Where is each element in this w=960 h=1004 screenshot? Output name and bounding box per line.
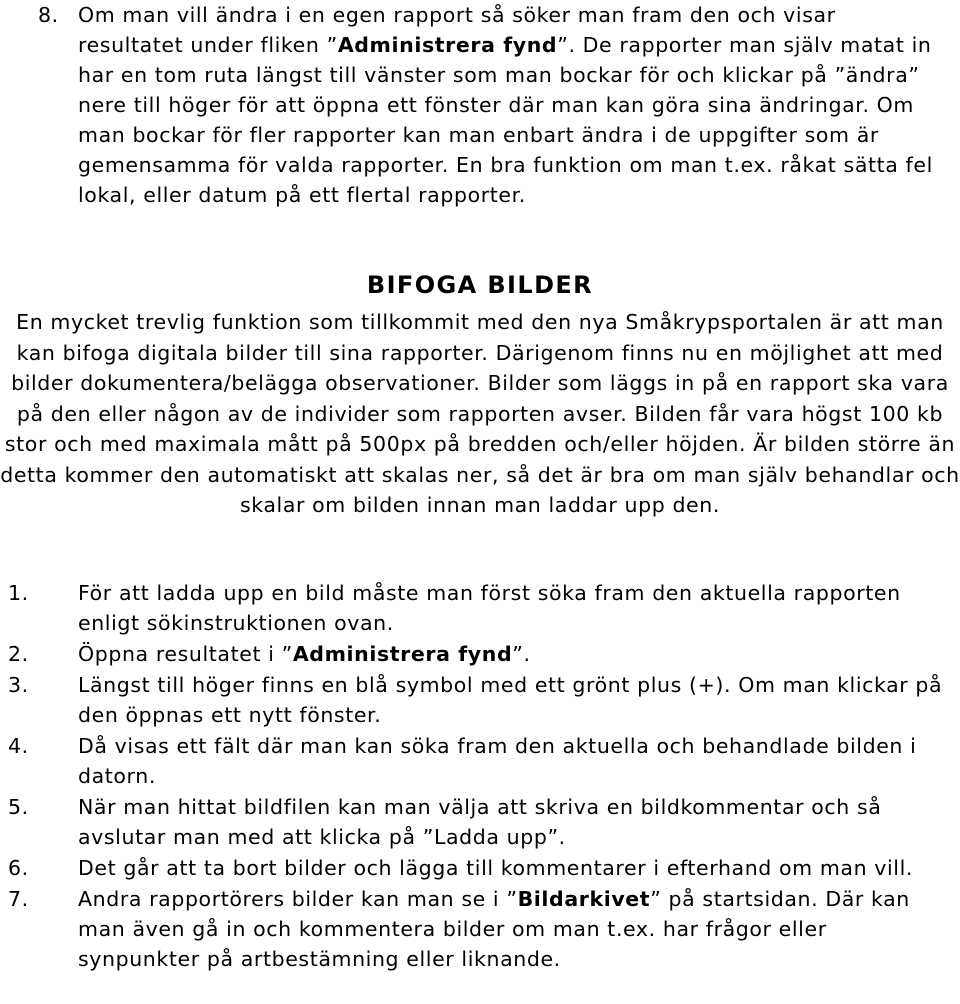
list-number: 7.	[8, 887, 29, 911]
item-text: Om man vill ändra i en egen rapport så söker man fram den och visar resultatet under fliken ”	[78, 3, 836, 57]
item-text: För att ladda upp en bild måste man först söka fram den aktuella rapporten enligt sökinstruktionen ovan.	[78, 581, 901, 635]
item-bold-term: Bildarkivet	[517, 887, 651, 911]
list-item-8	[0, 0, 948, 210]
item-text: ”. De rapporter man själv matat in har en tom ruta längst till vänster som man bockar för och klickar på ”ändra” nere till höger för att öppna ett fönster där man kan göra sina ändringar. Om man bockar för fler rapporter kan man enbart ändra i de uppgifter som är gemensamma för valda rapporter. En bra funktion om man t.ex. råkat sätta fel lokal, eller datum på ett flertal rapporter.	[78, 33, 933, 207]
item-text: ” på startsidan. Där kan man även gå in och kommentera bilder om man t.ex. har frågor eller synpunkter på artbestämning eller liknande.	[78, 887, 910, 971]
list-number: 1.	[8, 581, 29, 605]
item-bold-term: Administrera fynd	[337, 33, 558, 57]
item-text: Andra rapportörers bilder kan man se i ”	[78, 887, 518, 911]
item-text: Öppna resultatet i ”	[78, 642, 293, 666]
section-heading: BIFOGA BILDER	[366, 271, 594, 299]
list-item	[0, 578, 948, 638]
section-paragraph: En mycket trevlig funktion som tillkommit med den nya Småkrypsportalen är att man kan bifoga digitala bilder till sina rapporter. Därigenom finns nu en möjlighet att med bilder dokumentera/belägga observationer. Bilder som läggs in på en rapport ska vara på den eller någon av de individer som rapporten avser. Bilden får vara högst 100 kb stor och med maximala mått på 500px på bredden och/eller höjden. Är bilden större än detta kommer den automatiskt att skalas ner, så det är bra om man själv behandlar och skalar om bilden innan man laddar upp den.	[0, 310, 960, 517]
item-text: Det går att ta bort bilder och lägga till kommentarer i efterhand om man vill.	[78, 856, 914, 880]
item-text: Då visas ett fält där man kan söka fram den aktuella och behandlade bilden i datorn.	[78, 734, 917, 788]
list-number: 5.	[8, 795, 29, 819]
item-text: Längst till höger finns en blå symbol med ett grönt plus (+). Om man klickar på den öppnas ett nytt fönster.	[78, 673, 943, 727]
steps-list	[0, 578, 960, 975]
item-bold-term: Administrera fynd	[292, 642, 513, 666]
list-number: 3.	[8, 673, 29, 697]
list-item	[0, 853, 948, 883]
item-text: När man hittat bildfilen kan man välja att skriva en bildkommentar och så avslutar man med att klicka på ”Ladda upp”.	[78, 795, 882, 849]
list-number: 2.	[8, 642, 29, 666]
list-number: 6.	[8, 856, 29, 880]
item-text: ”.	[512, 642, 531, 666]
list-item	[0, 639, 948, 669]
list-item	[0, 731, 948, 791]
list-item	[0, 884, 948, 974]
list-item	[0, 792, 948, 852]
list-number: 4.	[8, 734, 29, 758]
list-number: 8.	[38, 3, 59, 27]
list-item	[0, 670, 948, 730]
